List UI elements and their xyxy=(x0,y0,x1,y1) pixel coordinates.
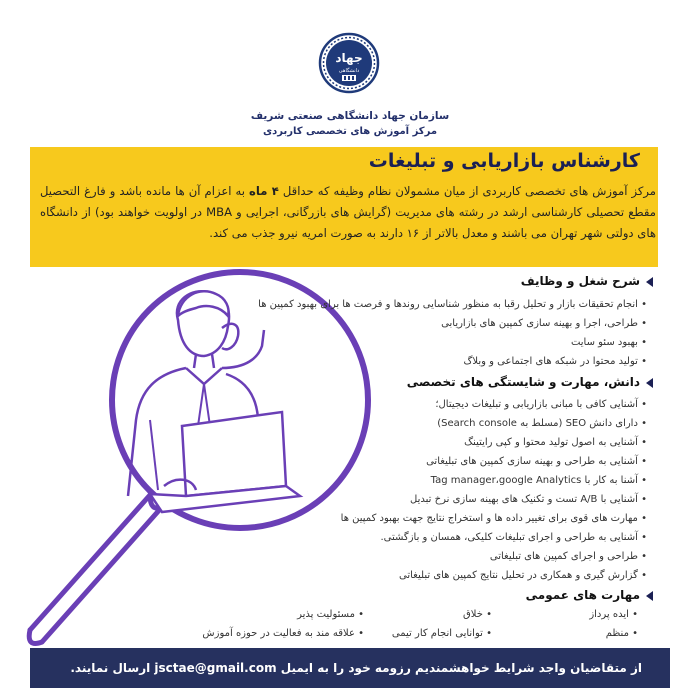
list-item: • تولید محتوا در شبکه های اجتماعی و وبلاگ xyxy=(463,356,647,367)
general-skills-heading xyxy=(526,588,653,602)
triangle-bullet-icon xyxy=(646,591,653,601)
general-skill-item: • منظم xyxy=(605,628,638,639)
list-item: • گزارش گیری و همکاری در تحلیل نتایج کمپین های تبلیغاتی xyxy=(399,570,647,581)
duties-list xyxy=(258,295,647,371)
job-title: کارشناس بازاریابی و تبلیغات xyxy=(368,150,640,172)
intro-text-2: به اعزام آن ها مانده باشد و فارغ التحصیل مقطع تحصیلی کارشناسی ارشد در رشته های مدیریت (گرایش های بازرگانی، اجرایی و MBA در اولویت خواهند بود) از دانشگاه های دولتی شهر تهران می باشند و معدل بالاتر از ۱۶ دارند به صورت امریه نیرو جذب می کند. xyxy=(40,184,656,240)
skills-title: دانش، مهارت و شایستگی های تخصصی xyxy=(406,375,640,389)
intro-bold: ۴ ماه xyxy=(249,184,279,198)
general-skill-item: • مسئولیت پذیر xyxy=(297,609,364,620)
jahad-daneshgahi-logo xyxy=(318,32,380,94)
skills-heading xyxy=(407,375,653,389)
list-item: • آشنایی به طراحی و بهینه سازی کمپین های تبلیغاتی xyxy=(426,456,647,467)
list-item: • آشنا به کار با Tag manager،google Analytics xyxy=(430,475,647,486)
list-item: • بهبود سئو سایت xyxy=(570,337,647,348)
list-item: • آشنایی کافی با مبانی بازاریابی و تبلیغات دیجیتال؛ xyxy=(435,399,647,410)
general-title: مهارت های عمومی xyxy=(525,588,640,602)
triangle-bullet-icon xyxy=(646,277,653,287)
general-skill-item: • علاقه مند به فعالیت در حوزه آموزش xyxy=(202,628,364,639)
list-item: • آشنایی به طراحی و اجرای تبلیغات کلیکی، همسان و بازگشتی. xyxy=(380,532,647,543)
skills-list xyxy=(341,395,647,585)
footer-text: از متقاضیان واجد شرایط خواهشمندیم رزومه خود را به ایمیل jsctae@gmail.com ارسال نمایند. xyxy=(70,661,642,675)
list-item: • طراحی، اجرا و بهینه سازی کمپین های بازاریابی xyxy=(441,318,647,329)
intro-text-1: مرکز آموزش های تخصصی کاربردی از میان مشمولان نظام وظیفه که حداقل xyxy=(278,184,656,198)
general-skill-item: • ایده پرداز xyxy=(589,609,638,620)
list-item: • آشنایی با A/B تست و تکنیک های بهینه سازی نرخ تبدیل xyxy=(410,494,647,505)
logo-text-main: جهاد xyxy=(335,51,363,65)
list-item: • انجام تحقیقات بازار و تحلیل رقبا به منظور شناسایی روندها و فرصت ها برای بهبود کمپین ها xyxy=(258,299,647,310)
duties-heading xyxy=(521,274,653,288)
org-name: سازمان جهاد دانشگاهی صنعتی شریف xyxy=(250,110,450,122)
list-item: • طراحی و اجرای کمپین های تبلیغاتی xyxy=(489,551,647,562)
list-item: • دارای دانش SEO (مسلط به Search console) xyxy=(437,418,647,429)
list-item: • آشنایی به اصول تولید محتوا و کپی رایتینگ xyxy=(464,437,647,448)
logo-text-sub: دانشگاهی xyxy=(338,68,360,74)
list-item: • مهارت های قوی برای تغییر داده ها و استخراج نتایج جهت بهبود کمپین ها xyxy=(340,513,647,524)
general-skill-item: • توانایی انجام کار تیمی xyxy=(391,628,492,639)
triangle-bullet-icon xyxy=(646,378,653,388)
contact-email[interactable]: jsctae@gmail.com xyxy=(154,661,277,675)
center-name: مرکز آموزش های تخصصی کاربردی xyxy=(262,126,438,137)
intro-paragraph xyxy=(40,181,656,244)
general-skill-item: • خلاق xyxy=(463,609,492,620)
duties-title: شرح شغل و وظایف xyxy=(520,274,640,288)
